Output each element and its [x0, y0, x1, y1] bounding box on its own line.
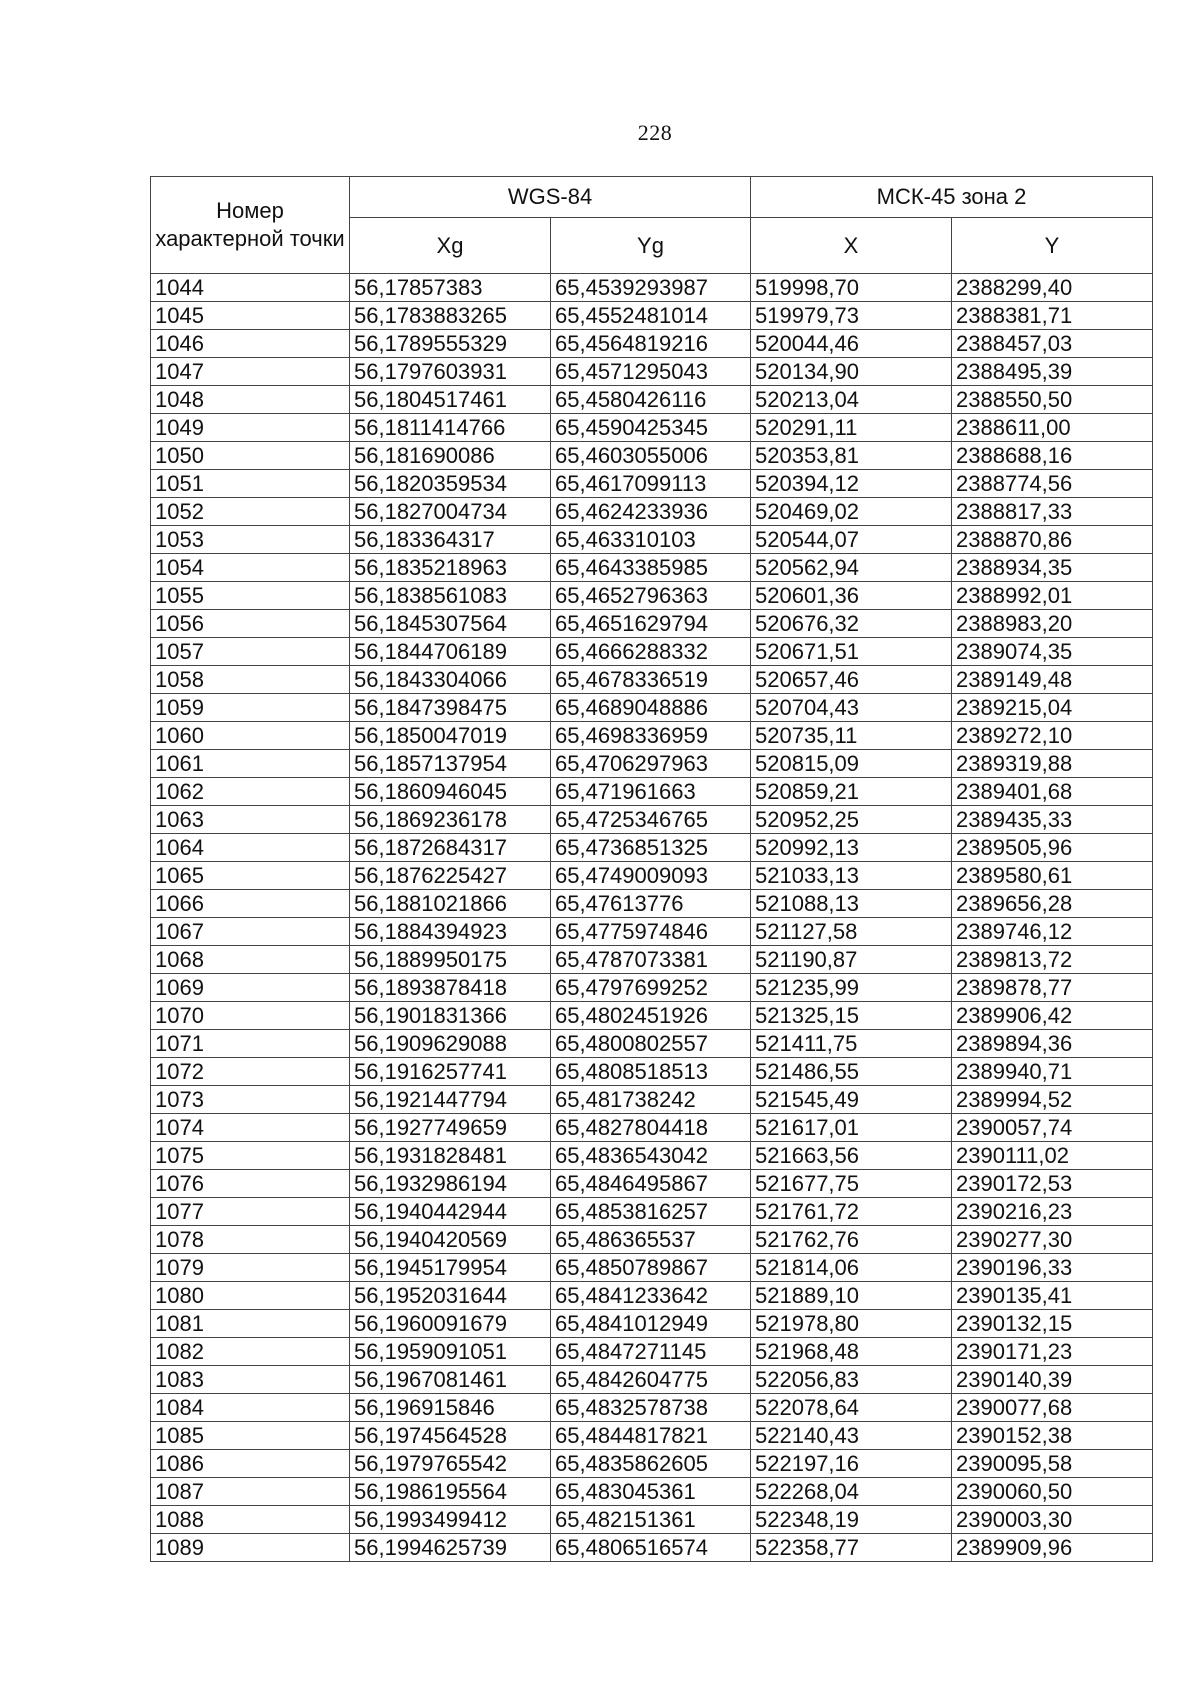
yg-cell: 65,4841012949 [551, 1310, 751, 1338]
x-cell: 521663,56 [751, 1142, 952, 1170]
point-number-cell: 1056 [151, 610, 350, 638]
xg-cell: 56,1783883265 [350, 302, 551, 330]
point-number-cell: 1065 [151, 862, 350, 890]
xg-cell: 56,1967081461 [350, 1366, 551, 1394]
xg-cell: 56,1909629088 [350, 1030, 551, 1058]
yg-cell: 65,47613776 [551, 890, 751, 918]
table-row [151, 526, 1153, 554]
xg-cell: 56,196915846 [350, 1394, 551, 1422]
table-row [151, 1086, 1153, 1114]
point-number-cell: 1072 [151, 1058, 350, 1086]
x-cell: 519998,70 [751, 274, 952, 302]
point-number-cell: 1054 [151, 554, 350, 582]
x-cell: 521617,01 [751, 1114, 952, 1142]
point-number-cell: 1044 [151, 274, 350, 302]
yg-cell: 65,4651629794 [551, 610, 751, 638]
y-cell: 2389505,96 [952, 834, 1153, 862]
xg-cell: 56,1857137954 [350, 750, 551, 778]
y-cell: 2388688,16 [952, 442, 1153, 470]
x-cell: 522197,16 [751, 1450, 952, 1478]
point-number-cell: 1058 [151, 666, 350, 694]
y-cell: 2388495,39 [952, 358, 1153, 386]
yg-cell: 65,4800802557 [551, 1030, 751, 1058]
xg-cell: 56,1901831366 [350, 1002, 551, 1030]
x-cell: 520394,12 [751, 470, 952, 498]
y-cell: 2388611,00 [952, 414, 1153, 442]
table-row [151, 498, 1153, 526]
x-cell: 520735,11 [751, 722, 952, 750]
x-cell: 520562,94 [751, 554, 952, 582]
table-row [151, 778, 1153, 806]
yg-cell: 65,4666288332 [551, 638, 751, 666]
yg-cell: 65,4652796363 [551, 582, 751, 610]
y-cell: 2388381,71 [952, 302, 1153, 330]
x-cell: 522268,04 [751, 1478, 952, 1506]
yg-cell: 65,4564819216 [551, 330, 751, 358]
y-cell: 2389272,10 [952, 722, 1153, 750]
table-row [151, 470, 1153, 498]
yg-cell: 65,4603055006 [551, 442, 751, 470]
y-cell: 2388983,20 [952, 610, 1153, 638]
table-row [151, 1338, 1153, 1366]
xg-cell: 56,1789555329 [350, 330, 551, 358]
x-cell: 520992,13 [751, 834, 952, 862]
table-row [151, 386, 1153, 414]
point-number-cell: 1080 [151, 1282, 350, 1310]
point-number-cell: 1071 [151, 1030, 350, 1058]
x-cell: 521486,55 [751, 1058, 952, 1086]
table-row [151, 582, 1153, 610]
point-number-cell: 1069 [151, 974, 350, 1002]
point-number-cell: 1053 [151, 526, 350, 554]
yg-cell: 65,4787073381 [551, 946, 751, 974]
yg-cell: 65,4580426116 [551, 386, 751, 414]
x-cell: 521762,76 [751, 1226, 952, 1254]
point-number-cell: 1064 [151, 834, 350, 862]
point-number-cell: 1063 [151, 806, 350, 834]
table-row [151, 1534, 1153, 1562]
xg-cell: 56,1974564528 [350, 1422, 551, 1450]
table-row [151, 1114, 1153, 1142]
y-cell: 2388550,50 [952, 386, 1153, 414]
table-row [151, 1506, 1153, 1534]
table-row [151, 1170, 1153, 1198]
x-cell: 522358,77 [751, 1534, 952, 1562]
xg-cell: 56,183364317 [350, 526, 551, 554]
x-cell: 521411,75 [751, 1030, 952, 1058]
table-row [151, 1310, 1153, 1338]
y-cell: 2390216,23 [952, 1198, 1153, 1226]
table-row [151, 610, 1153, 638]
xg-cell: 56,1844706189 [350, 638, 551, 666]
xg-cell: 56,1827004734 [350, 498, 551, 526]
yg-cell: 65,4775974846 [551, 918, 751, 946]
xg-cell: 56,1881021866 [350, 890, 551, 918]
yg-cell: 65,4706297963 [551, 750, 751, 778]
xg-cell: 56,1927749659 [350, 1114, 551, 1142]
yg-cell: 65,4552481014 [551, 302, 751, 330]
x-cell: 521235,99 [751, 974, 952, 1002]
table-row [151, 1030, 1153, 1058]
table-row [151, 1002, 1153, 1030]
yg-cell: 65,4806516574 [551, 1534, 751, 1562]
xg-cell: 56,1804517461 [350, 386, 551, 414]
xg-cell: 56,1869236178 [350, 806, 551, 834]
point-number-cell: 1086 [151, 1450, 350, 1478]
table-row [151, 946, 1153, 974]
y-cell: 2389656,28 [952, 890, 1153, 918]
xg-cell: 56,1921447794 [350, 1086, 551, 1114]
table-row [151, 1254, 1153, 1282]
x-cell: 520134,90 [751, 358, 952, 386]
table-header [151, 177, 1153, 274]
table-row [151, 554, 1153, 582]
table-row [151, 750, 1153, 778]
table-row [151, 834, 1153, 862]
y-cell: 2389878,77 [952, 974, 1153, 1002]
table-row [151, 806, 1153, 834]
yg-header: Yg [551, 218, 751, 274]
xg-header: Xg [350, 218, 551, 274]
y-cell: 2390111,02 [952, 1142, 1153, 1170]
x-cell: 520291,11 [751, 414, 952, 442]
point-number-cell: 1049 [151, 414, 350, 442]
table-row [151, 1226, 1153, 1254]
yg-cell: 65,4846495867 [551, 1170, 751, 1198]
x-cell: 521761,72 [751, 1198, 952, 1226]
xg-cell: 56,1931828481 [350, 1142, 551, 1170]
yg-cell: 65,4571295043 [551, 358, 751, 386]
x-cell: 519979,73 [751, 302, 952, 330]
yg-cell: 65,4847271145 [551, 1338, 751, 1366]
xg-cell: 56,1820359534 [350, 470, 551, 498]
yg-cell: 65,486365537 [551, 1226, 751, 1254]
point-number-cell: 1089 [151, 1534, 350, 1562]
table-row [151, 918, 1153, 946]
point-number-cell: 1077 [151, 1198, 350, 1226]
xg-cell: 56,1843304066 [350, 666, 551, 694]
y-cell: 2389909,96 [952, 1534, 1153, 1562]
yg-cell: 65,4678336519 [551, 666, 751, 694]
yg-cell: 65,471961663 [551, 778, 751, 806]
table-row [151, 722, 1153, 750]
table-row [151, 330, 1153, 358]
x-cell: 520952,25 [751, 806, 952, 834]
point-number-cell: 1084 [151, 1394, 350, 1422]
x-cell: 522348,19 [751, 1506, 952, 1534]
y-cell: 2388870,86 [952, 526, 1153, 554]
yg-cell: 65,4842604775 [551, 1366, 751, 1394]
yg-cell: 65,4590425345 [551, 414, 751, 442]
xg-cell: 56,1797603931 [350, 358, 551, 386]
x-cell: 520601,36 [751, 582, 952, 610]
point-number-cell: 1059 [151, 694, 350, 722]
table-row [151, 1366, 1153, 1394]
y-cell: 2389149,48 [952, 666, 1153, 694]
table-row [151, 1198, 1153, 1226]
x-cell: 521889,10 [751, 1282, 952, 1310]
table-row [151, 1478, 1153, 1506]
xg-cell: 56,181690086 [350, 442, 551, 470]
yg-cell: 65,4841233642 [551, 1282, 751, 1310]
yg-cell: 65,481738242 [551, 1086, 751, 1114]
yg-cell: 65,4797699252 [551, 974, 751, 1002]
y-cell: 2389401,68 [952, 778, 1153, 806]
point-number-cell: 1083 [151, 1366, 350, 1394]
x-cell: 521814,06 [751, 1254, 952, 1282]
y-cell: 2390057,74 [952, 1114, 1153, 1142]
point-number-cell: 1047 [151, 358, 350, 386]
xg-cell: 56,1845307564 [350, 610, 551, 638]
point-number-cell: 1066 [151, 890, 350, 918]
x-cell: 521088,13 [751, 890, 952, 918]
x-cell: 520815,09 [751, 750, 952, 778]
table-row [151, 638, 1153, 666]
point-number-cell: 1074 [151, 1114, 350, 1142]
x-cell: 520671,51 [751, 638, 952, 666]
table-row [151, 1450, 1153, 1478]
yg-cell: 65,4802451926 [551, 1002, 751, 1030]
xg-cell: 56,1986195564 [350, 1478, 551, 1506]
table-row [151, 1422, 1153, 1450]
yg-cell: 65,4624233936 [551, 498, 751, 526]
table-body [151, 274, 1153, 1562]
msk45-header: МСК-45 зона 2 [751, 177, 1153, 218]
point-number-cell: 1082 [151, 1338, 350, 1366]
xg-cell: 56,1838561083 [350, 582, 551, 610]
point-number-cell: 1051 [151, 470, 350, 498]
x-cell: 520657,46 [751, 666, 952, 694]
x-cell: 521545,49 [751, 1086, 952, 1114]
point-number-cell: 1087 [151, 1478, 350, 1506]
yg-cell: 65,4844817821 [551, 1422, 751, 1450]
wgs84-header: WGS-84 [350, 177, 751, 218]
y-cell: 2389580,61 [952, 862, 1153, 890]
y-header: Y [952, 218, 1153, 274]
table-row [151, 1282, 1153, 1310]
point-number-cell: 1060 [151, 722, 350, 750]
xg-cell: 56,1993499412 [350, 1506, 551, 1534]
y-cell: 2389074,35 [952, 638, 1153, 666]
coordinates-table [150, 176, 1153, 1562]
xg-cell: 56,1940442944 [350, 1198, 551, 1226]
table-row [151, 974, 1153, 1002]
xg-cell: 56,1916257741 [350, 1058, 551, 1086]
x-cell: 520044,46 [751, 330, 952, 358]
x-cell: 520213,04 [751, 386, 952, 414]
y-cell: 2388299,40 [952, 274, 1153, 302]
x-cell: 520859,21 [751, 778, 952, 806]
yg-cell: 65,4827804418 [551, 1114, 751, 1142]
table-row [151, 1058, 1153, 1086]
x-cell: 520544,07 [751, 526, 952, 554]
xg-cell: 56,1889950175 [350, 946, 551, 974]
xg-cell: 56,1979765542 [350, 1450, 551, 1478]
x-cell: 521033,13 [751, 862, 952, 890]
xg-cell: 56,1952031644 [350, 1282, 551, 1310]
point-number-cell: 1081 [151, 1310, 350, 1338]
y-cell: 2388934,35 [952, 554, 1153, 582]
y-cell: 2390060,50 [952, 1478, 1153, 1506]
x-cell: 520704,43 [751, 694, 952, 722]
yg-cell: 65,4832578738 [551, 1394, 751, 1422]
x-cell: 521190,87 [751, 946, 952, 974]
x-cell: 520676,32 [751, 610, 952, 638]
y-cell: 2389215,04 [952, 694, 1153, 722]
y-cell: 2390152,38 [952, 1422, 1153, 1450]
y-cell: 2389319,88 [952, 750, 1153, 778]
y-cell: 2390095,58 [952, 1450, 1153, 1478]
page-number: 228 [637, 120, 673, 145]
point-number-cell: 1067 [151, 918, 350, 946]
xg-cell: 56,1811414766 [350, 414, 551, 442]
xg-cell: 56,1960091679 [350, 1310, 551, 1338]
table-row [151, 302, 1153, 330]
y-cell: 2389940,71 [952, 1058, 1153, 1086]
yg-cell: 65,4836543042 [551, 1142, 751, 1170]
y-cell: 2389813,72 [952, 946, 1153, 974]
point-number-cell: 1048 [151, 386, 350, 414]
table-row [151, 890, 1153, 918]
xg-cell: 56,1893878418 [350, 974, 551, 1002]
yg-cell: 65,4539293987 [551, 274, 751, 302]
x-cell: 520353,81 [751, 442, 952, 470]
y-cell: 2389435,33 [952, 806, 1153, 834]
point-number-cell: 1075 [151, 1142, 350, 1170]
xg-cell: 56,1884394923 [350, 918, 551, 946]
yg-cell: 65,4725346765 [551, 806, 751, 834]
point-number-header: Номер характерной точки [151, 177, 350, 274]
y-cell: 2390132,15 [952, 1310, 1153, 1338]
point-number-cell: 1062 [151, 778, 350, 806]
yg-cell: 65,4835862605 [551, 1450, 751, 1478]
table-row [151, 862, 1153, 890]
yg-cell: 65,4850789867 [551, 1254, 751, 1282]
x-header: X [751, 218, 952, 274]
x-cell: 521968,48 [751, 1338, 952, 1366]
xg-cell: 56,17857383 [350, 274, 551, 302]
yg-cell: 65,4698336959 [551, 722, 751, 750]
yg-cell: 65,463310103 [551, 526, 751, 554]
point-number-cell: 1055 [151, 582, 350, 610]
x-cell: 521677,75 [751, 1170, 952, 1198]
y-cell: 2388774,56 [952, 470, 1153, 498]
yg-cell: 65,4853816257 [551, 1198, 751, 1226]
xg-cell: 56,1850047019 [350, 722, 551, 750]
yg-cell: 65,4749009093 [551, 862, 751, 890]
point-number-cell: 1052 [151, 498, 350, 526]
table-row [151, 1142, 1153, 1170]
point-number-cell: 1046 [151, 330, 350, 358]
y-cell: 2388457,03 [952, 330, 1153, 358]
x-cell: 522140,43 [751, 1422, 952, 1450]
yg-cell: 65,4808518513 [551, 1058, 751, 1086]
point-number-cell: 1045 [151, 302, 350, 330]
xg-cell: 56,1860946045 [350, 778, 551, 806]
yg-cell: 65,4689048886 [551, 694, 751, 722]
y-cell: 2388992,01 [952, 582, 1153, 610]
x-cell: 521978,80 [751, 1310, 952, 1338]
xg-cell: 56,1847398475 [350, 694, 551, 722]
point-number-cell: 1061 [151, 750, 350, 778]
y-cell: 2389894,36 [952, 1030, 1153, 1058]
x-cell: 520469,02 [751, 498, 952, 526]
yg-cell: 65,4736851325 [551, 834, 751, 862]
point-number-cell: 1073 [151, 1086, 350, 1114]
x-cell: 522078,64 [751, 1394, 952, 1422]
point-number-cell: 1050 [151, 442, 350, 470]
table-row [151, 358, 1153, 386]
y-cell: 2390135,41 [952, 1282, 1153, 1310]
xg-cell: 56,1945179954 [350, 1254, 551, 1282]
point-number-cell: 1057 [151, 638, 350, 666]
yg-cell: 65,483045361 [551, 1478, 751, 1506]
point-number-cell: 1070 [151, 1002, 350, 1030]
y-cell: 2389994,52 [952, 1086, 1153, 1114]
header-row-top [151, 177, 1153, 218]
y-cell: 2390140,39 [952, 1366, 1153, 1394]
y-cell: 2389746,12 [952, 918, 1153, 946]
xg-cell: 56,1940420569 [350, 1226, 551, 1254]
xg-cell: 56,1835218963 [350, 554, 551, 582]
table-row [151, 274, 1153, 302]
yg-cell: 65,4643385985 [551, 554, 751, 582]
x-cell: 521325,15 [751, 1002, 952, 1030]
point-number-cell: 1076 [151, 1170, 350, 1198]
x-cell: 522056,83 [751, 1366, 952, 1394]
y-cell: 2390196,33 [952, 1254, 1153, 1282]
xg-cell: 56,1932986194 [350, 1170, 551, 1198]
point-number-cell: 1068 [151, 946, 350, 974]
xg-cell: 56,1876225427 [350, 862, 551, 890]
x-cell: 521127,58 [751, 918, 952, 946]
table-row [151, 666, 1153, 694]
y-cell: 2390003,30 [952, 1506, 1153, 1534]
y-cell: 2390172,53 [952, 1170, 1153, 1198]
xg-cell: 56,1994625739 [350, 1534, 551, 1562]
y-cell: 2390171,23 [952, 1338, 1153, 1366]
y-cell: 2390277,30 [952, 1226, 1153, 1254]
xg-cell: 56,1959091051 [350, 1338, 551, 1366]
table-row [151, 1394, 1153, 1422]
point-number-cell: 1079 [151, 1254, 350, 1282]
yg-cell: 65,482151361 [551, 1506, 751, 1534]
point-number-cell: 1088 [151, 1506, 350, 1534]
point-number-cell: 1085 [151, 1422, 350, 1450]
table-row [151, 414, 1153, 442]
y-cell: 2389906,42 [952, 1002, 1153, 1030]
xg-cell: 56,1872684317 [350, 834, 551, 862]
y-cell: 2390077,68 [952, 1394, 1153, 1422]
table-row [151, 694, 1153, 722]
y-cell: 2388817,33 [952, 498, 1153, 526]
yg-cell: 65,4617099113 [551, 470, 751, 498]
point-number-cell: 1078 [151, 1226, 350, 1254]
table-row [151, 442, 1153, 470]
